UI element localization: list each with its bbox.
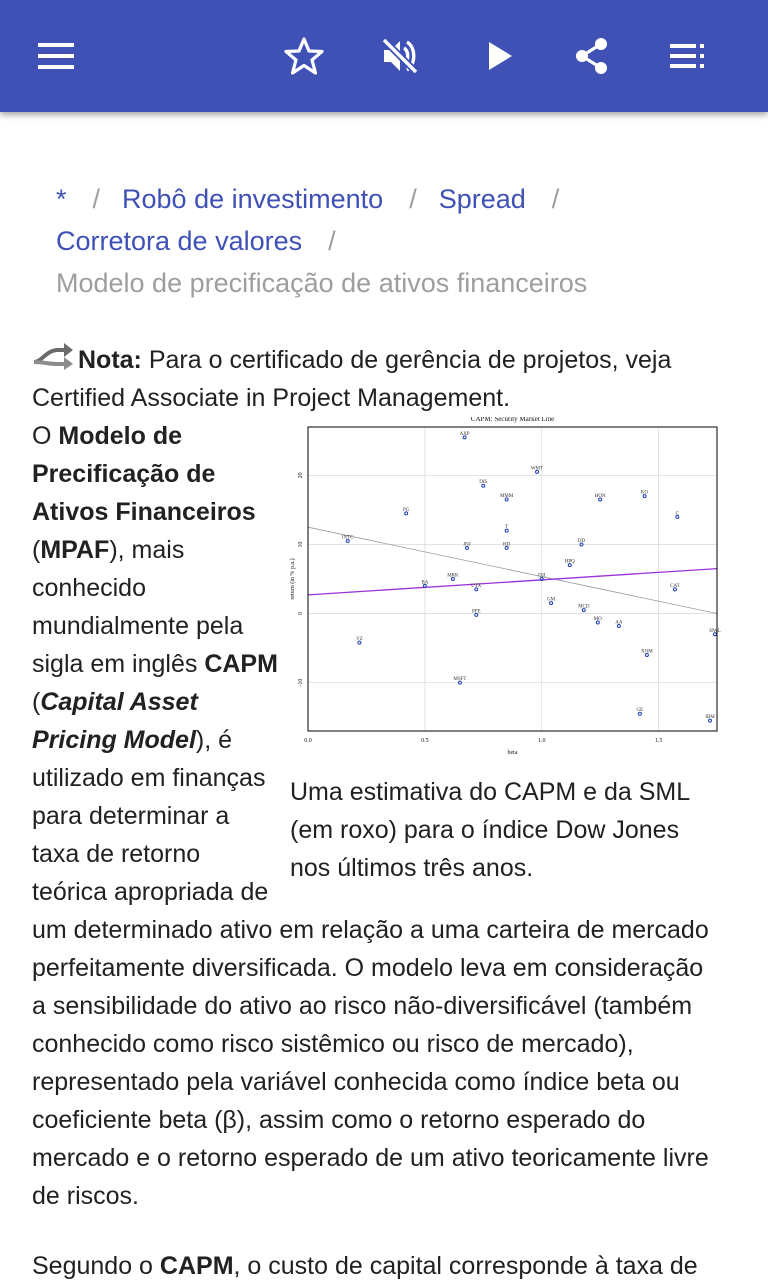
chart-point-label: MMM <box>499 494 514 500</box>
chart-point-label: PG <box>402 507 410 513</box>
intro-term: MPAF <box>40 536 110 564</box>
chart-x-tick-label: 0.0 <box>304 738 312 744</box>
intro-text: ), é utilizado em finanças para determinar a taxa de retorno teórica apropriada de um determinado ativo em relação a uma carteira de mercado perfeitamente diversificada. O modelo leva em consideração a sensibilidade do ativo ao risco não-diversificável (também conhecido como risco sistêmico ou risco de mercado), representado pela variável conhecida como índice beta ou coeficiente beta (β), assim como o retorno esperado do mercado e o retorno esperado de um ativo teoricamente livre de riscos. <box>32 726 709 1210</box>
breadcrumb-separator: / <box>551 184 560 214</box>
chart-point-label: BA <box>421 580 429 586</box>
paragraph-term: CAPM <box>159 1252 234 1280</box>
breadcrumb-item-robo-investimento[interactable]: Robô de investimento <box>122 184 384 214</box>
playlist-icon <box>668 36 708 76</box>
intro-term: CAPM <box>204 650 278 678</box>
paragraph-text: , o custo de capital corresponde à taxa de <box>233 1252 698 1280</box>
chart-point-label: AA <box>615 620 623 626</box>
hamburger-menu-icon <box>36 36 76 76</box>
app-bar <box>0 0 768 112</box>
chart-point-label: HWL <box>709 628 721 634</box>
menu-button[interactable] <box>28 28 84 84</box>
chart-point-label: DJI <box>538 573 546 579</box>
chart-point-label: AXP <box>459 431 470 437</box>
chart-x-tick-label: 0.5 <box>421 738 429 744</box>
chart-title: CAPM: Security Market Line <box>470 417 555 423</box>
breadcrumb-item-corretora[interactable]: Corretora de valores <box>56 226 303 256</box>
chart-point-label: HPQ <box>564 559 575 565</box>
chart-y-tick-label: -10 <box>298 678 304 687</box>
contents-button[interactable] <box>660 28 716 84</box>
chart-point-label: MSFT <box>453 677 467 683</box>
chart-point-label: DIS <box>479 480 488 486</box>
share-button[interactable] <box>564 28 620 84</box>
paragraph-text: Segundo o <box>32 1252 160 1280</box>
intro-text: ( <box>32 688 41 716</box>
chart-point-label: KO <box>640 490 649 496</box>
capm-figure <box>288 417 722 887</box>
chart-point-label: JNJ <box>463 542 471 548</box>
capm-chart-svg <box>288 417 722 777</box>
chart-plot-frame <box>308 427 717 731</box>
mute-button[interactable] <box>372 28 428 84</box>
second-paragraph <box>32 1247 722 1280</box>
disambiguation-arrows-icon <box>32 340 74 370</box>
chart-point-label: UTX <box>471 583 482 589</box>
breadcrumb-item-home[interactable]: * <box>56 184 67 214</box>
chart-point-label: GM <box>547 597 556 603</box>
hatnote <box>32 340 722 417</box>
chart-point-label: HON <box>594 494 606 500</box>
breadcrumb-separator: / <box>328 226 336 256</box>
play-icon <box>478 36 518 76</box>
chart-point-label: IBM <box>705 715 715 721</box>
breadcrumb-current-page: Modelo de precificação de ativos financeiros <box>56 268 588 298</box>
chart-point-label: VZ <box>356 637 363 643</box>
chart-point-label: MO <box>593 617 602 623</box>
chart-point-label: GE <box>636 708 644 714</box>
intro-term-english: Capital Asset Pricing Model <box>32 688 198 754</box>
chart-regression-line <box>308 527 717 613</box>
intro-text: ), mais conhecido mundialmente pela sigla em inglês <box>32 536 244 678</box>
breadcrumb-separator: / <box>92 184 101 214</box>
chart-point-label: XOM <box>641 649 653 655</box>
chart-point-label: PFE <box>471 609 481 615</box>
chart-point-label: T <box>505 525 509 531</box>
article-content[interactable] <box>0 112 768 1280</box>
chart-point-label: MRK <box>447 573 459 579</box>
chart-point-label: INTC <box>341 535 354 541</box>
chart-point-label: WMT <box>530 466 544 472</box>
chart-point-label: C <box>675 511 679 517</box>
intro-text: O <box>32 422 59 450</box>
note-label: Nota: <box>78 346 142 374</box>
chart-point-label: DD <box>577 538 586 544</box>
star-outline-icon <box>284 36 324 76</box>
chart-sml-line <box>308 569 717 595</box>
chart-point-label: HD <box>503 542 511 548</box>
chart-point-label: CAT <box>670 583 680 589</box>
chart-y-axis-label: return (in % p.a.) <box>290 558 296 600</box>
figure-caption: Uma estimativa do CAPM e da SML (em roxo) para o índice Dow Jones nos últimos três anos. <box>290 778 690 882</box>
intro-term: Modelo de Precificação de Ativos Financeiros <box>32 422 256 526</box>
intro-text: ( <box>32 536 41 564</box>
chart-y-tick-label: 20 <box>298 472 304 479</box>
breadcrumb <box>56 178 736 304</box>
chart-y-tick-label: 0 <box>298 612 304 616</box>
play-button[interactable] <box>470 28 526 84</box>
article-body <box>32 340 722 1280</box>
share-icon <box>572 36 612 76</box>
chart-x-tick-label: 1.5 <box>654 738 663 744</box>
capm-chart[interactable] <box>288 417 722 777</box>
favorite-button[interactable] <box>276 28 332 84</box>
chart-point-label: MCD <box>578 604 590 610</box>
note-text: Para o certificado de gerência de projetos, veja Certified Associate in Project Management. <box>32 346 672 412</box>
chart-x-axis-label: beta <box>507 750 518 756</box>
chart-x-tick-label: 1.0 <box>537 738 546 744</box>
breadcrumb-item-spread[interactable]: Spread <box>438 184 526 214</box>
chart-y-tick-label: 10 <box>298 541 304 548</box>
volume-off-icon <box>380 36 420 76</box>
breadcrumb-separator: / <box>409 184 417 214</box>
